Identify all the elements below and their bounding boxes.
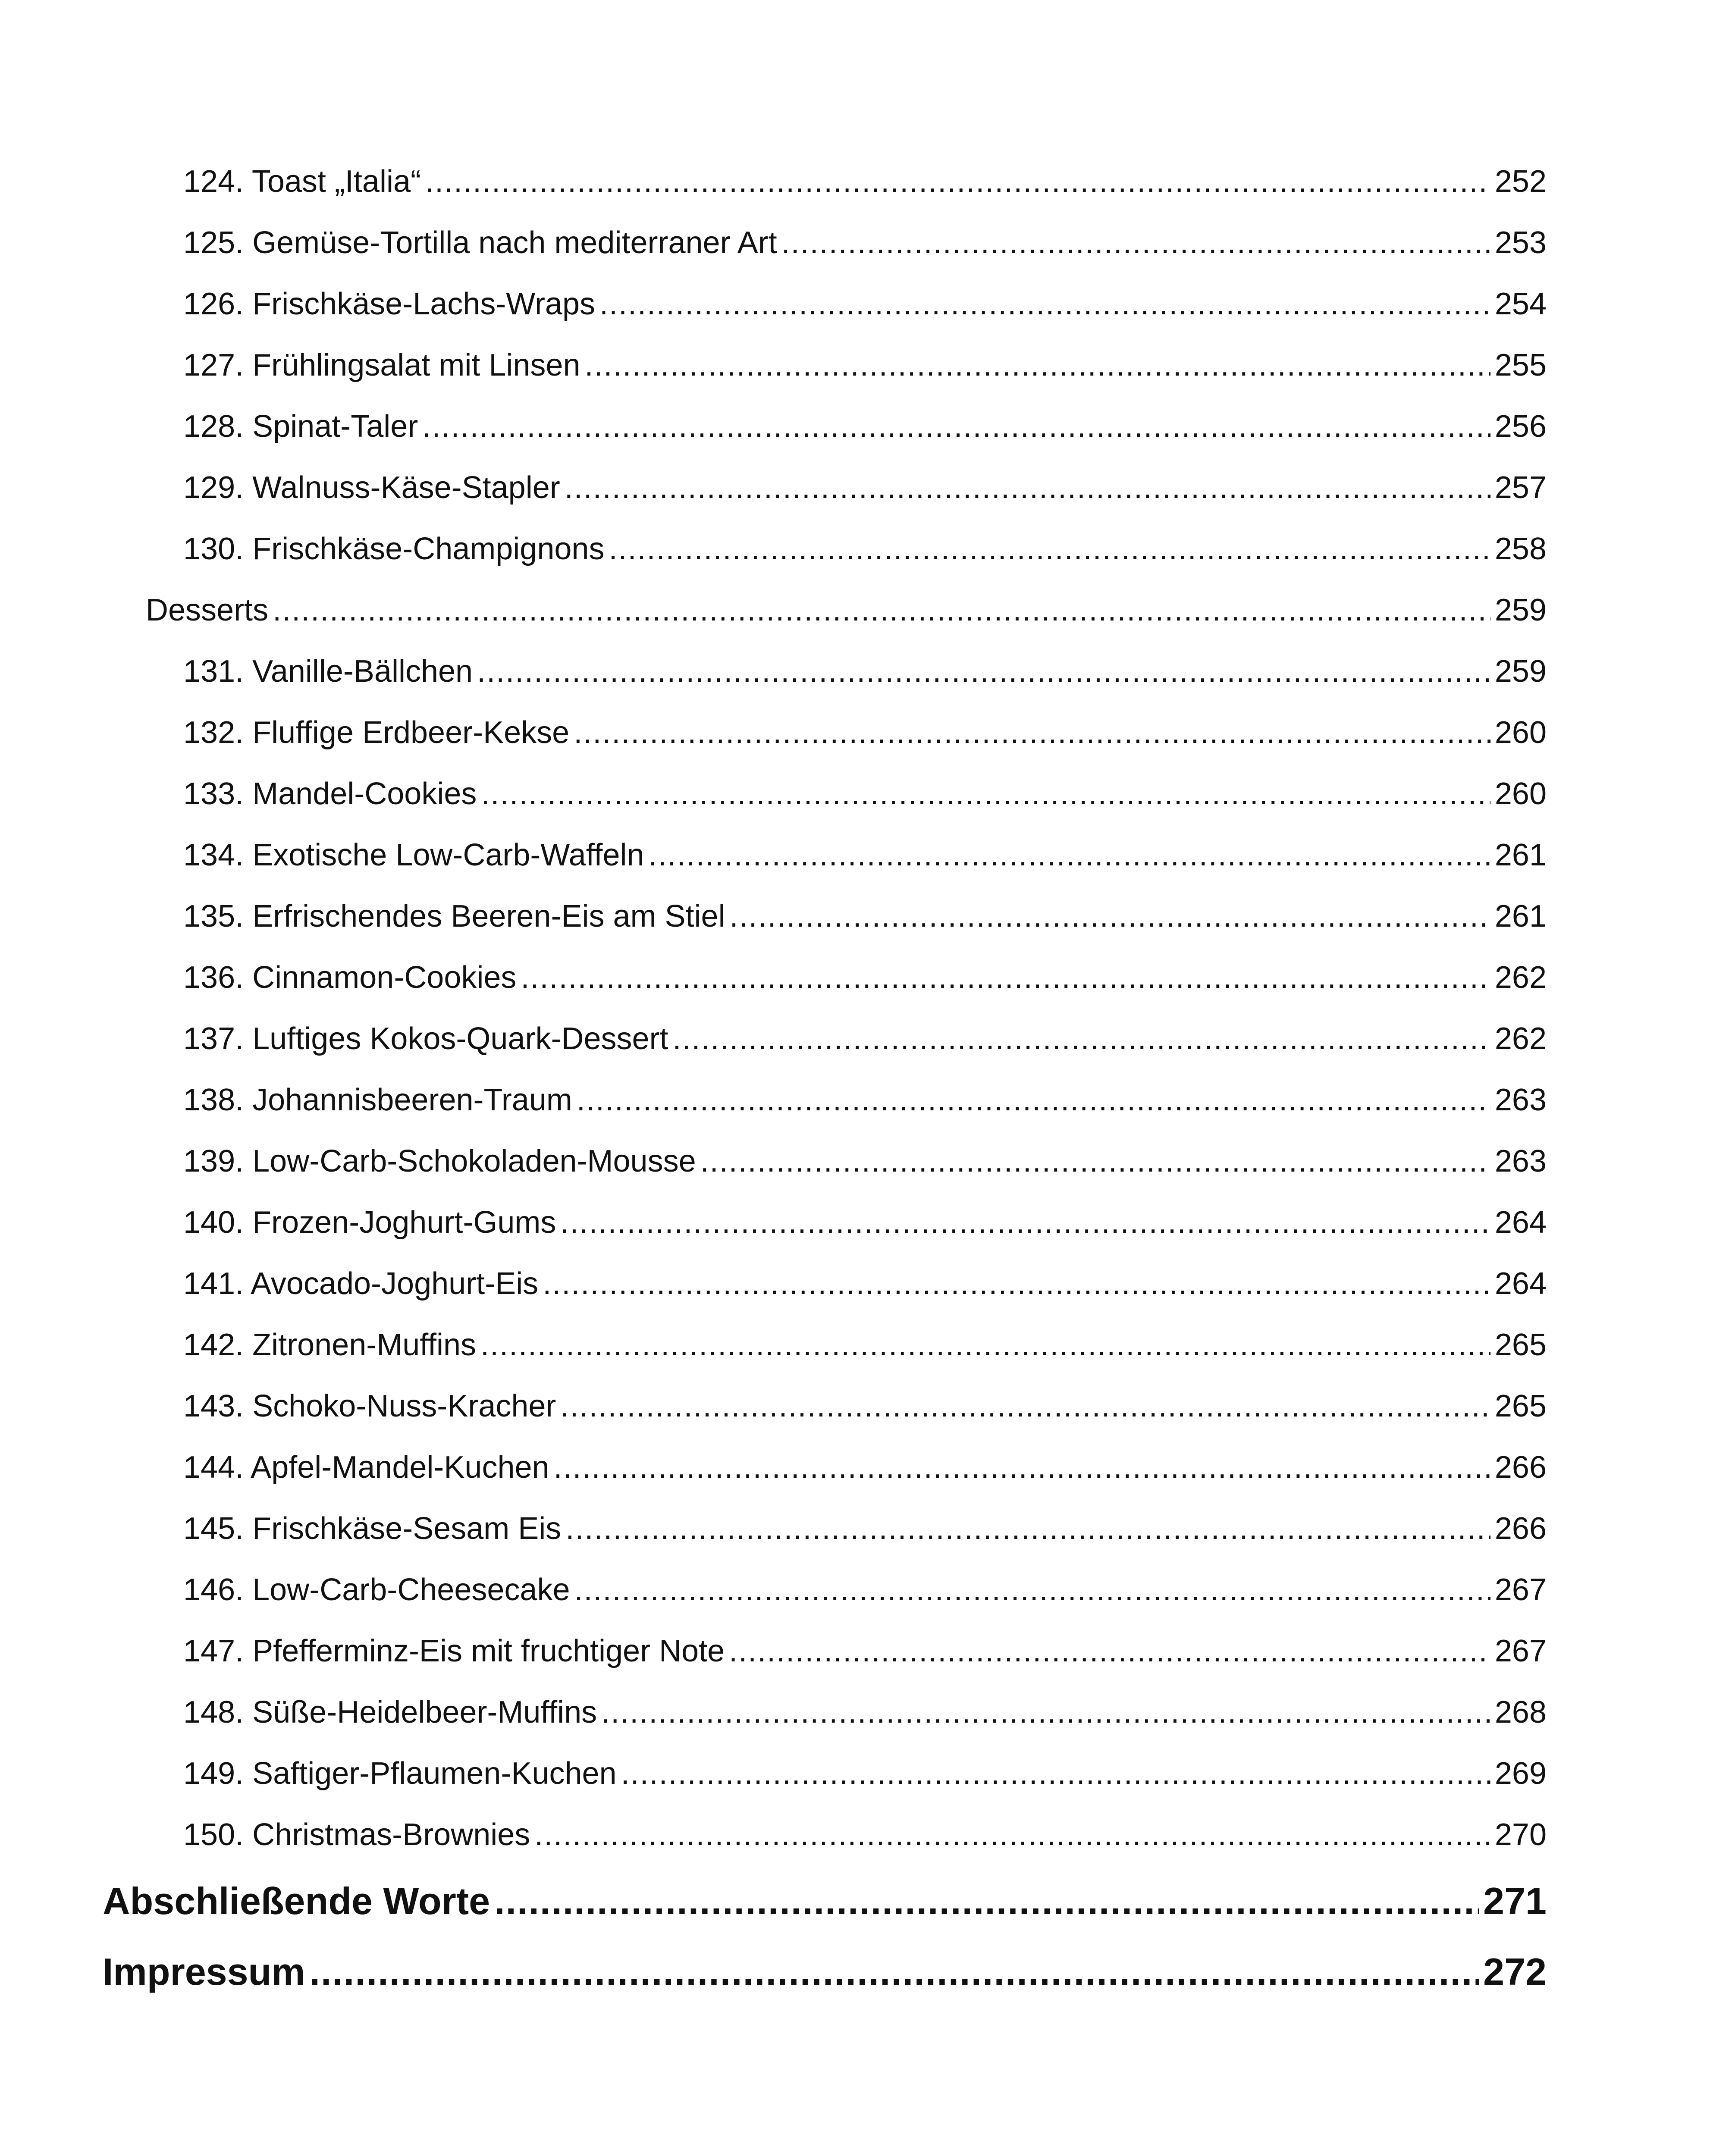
toc-entry-page: 258 bbox=[1494, 532, 1547, 566]
dot-leader bbox=[609, 518, 1490, 580]
toc-entry-page: 254 bbox=[1494, 287, 1547, 321]
dot-leader bbox=[574, 702, 1490, 763]
dot-leader bbox=[599, 273, 1490, 335]
toc-entry-title: 144. Apfel-Mandel-Kuchen bbox=[183, 1450, 549, 1485]
toc-entry-title: 130. Frischkäse-Champignons bbox=[183, 532, 605, 566]
toc-entry-129[interactable] bbox=[183, 457, 1547, 518]
toc-entry-page: 257 bbox=[1494, 470, 1547, 505]
toc-entry-139[interactable] bbox=[183, 1131, 1547, 1192]
dot-leader bbox=[310, 1937, 1479, 2007]
toc-entry-134[interactable] bbox=[183, 824, 1547, 886]
toc-entry-title: 133. Mandel-Cookies bbox=[183, 777, 477, 811]
toc-chapter-title: Impressum bbox=[103, 1950, 305, 1993]
dot-leader bbox=[425, 151, 1490, 212]
toc-entry-145[interactable] bbox=[183, 1498, 1547, 1559]
toc-entry-page: 264 bbox=[1494, 1266, 1547, 1301]
toc-entry-136[interactable] bbox=[183, 947, 1547, 1008]
toc-entry-page: 266 bbox=[1494, 1450, 1547, 1485]
toc-entry-127[interactable] bbox=[183, 335, 1547, 396]
toc-entry-page: 263 bbox=[1494, 1083, 1547, 1117]
dot-leader bbox=[700, 1131, 1490, 1192]
dot-leader bbox=[534, 1804, 1490, 1865]
dot-leader bbox=[481, 763, 1490, 824]
toc-entry-title: 142. Zitronen-Muffins bbox=[183, 1328, 477, 1362]
dot-leader bbox=[477, 641, 1490, 702]
toc-entry-title: 141. Avocado-Joghurt-Eis bbox=[183, 1266, 539, 1301]
toc-entry-135[interactable] bbox=[183, 886, 1547, 947]
toc-entry-title: 145. Frischkäse-Sesam Eis bbox=[183, 1511, 562, 1546]
toc-entry-128[interactable] bbox=[183, 396, 1547, 457]
toc-entry-page: 262 bbox=[1494, 1022, 1547, 1056]
dot-leader bbox=[730, 886, 1490, 947]
dot-leader bbox=[422, 396, 1490, 457]
toc-entry-132[interactable] bbox=[183, 702, 1547, 763]
dot-leader bbox=[577, 1069, 1490, 1131]
dot-leader bbox=[554, 1437, 1490, 1498]
toc-entry-page: 256 bbox=[1494, 409, 1547, 444]
toc-entry-146[interactable] bbox=[183, 1559, 1547, 1620]
toc-entry-page: 260 bbox=[1494, 777, 1547, 811]
toc-entry-143[interactable] bbox=[183, 1376, 1547, 1437]
dot-leader bbox=[729, 1620, 1490, 1682]
toc-entry-138[interactable] bbox=[183, 1069, 1547, 1131]
toc-entry-title: 124. Toast „Italia“ bbox=[183, 164, 421, 199]
toc-entry-page: 252 bbox=[1494, 164, 1547, 199]
dot-leader bbox=[560, 1192, 1490, 1253]
toc-entry-149[interactable] bbox=[183, 1743, 1547, 1804]
dot-leader bbox=[560, 1376, 1490, 1437]
toc-entry-148[interactable] bbox=[183, 1682, 1547, 1743]
toc-entry-page: 255 bbox=[1494, 348, 1547, 382]
toc-entry-137[interactable] bbox=[183, 1008, 1547, 1069]
toc-entry-125[interactable] bbox=[183, 212, 1547, 273]
toc-entry-page: 259 bbox=[1494, 654, 1547, 689]
toc-entry-title: 140. Frozen-Joghurt-Gums bbox=[183, 1205, 556, 1240]
toc-entry-title: 137. Luftiges Kokos-Quark-Dessert bbox=[183, 1022, 668, 1056]
toc-entry-page: 265 bbox=[1494, 1389, 1547, 1423]
dot-leader bbox=[673, 1008, 1490, 1069]
toc-entry-title: 128. Spinat-Taler bbox=[183, 409, 418, 444]
toc-entry-150[interactable] bbox=[183, 1804, 1547, 1865]
toc-entry-page: 261 bbox=[1494, 899, 1547, 934]
toc-entry-141[interactable] bbox=[183, 1253, 1547, 1314]
dot-leader bbox=[585, 335, 1490, 396]
dot-leader bbox=[574, 1559, 1490, 1620]
dot-leader bbox=[543, 1253, 1490, 1314]
toc-entry-title: 131. Vanille-Bällchen bbox=[183, 654, 473, 689]
toc-entry-142[interactable] bbox=[183, 1314, 1547, 1376]
toc-entry-page: 260 bbox=[1494, 715, 1547, 750]
toc-entry-page: 266 bbox=[1494, 1511, 1547, 1546]
toc-entry-title: 150. Christmas-Brownies bbox=[183, 1818, 530, 1852]
toc-entry-126[interactable] bbox=[183, 273, 1547, 335]
toc-section-title: Desserts bbox=[146, 593, 269, 627]
toc-entry-title: 125. Gemüse-Tortilla nach mediterraner Art bbox=[183, 226, 777, 260]
dot-leader bbox=[521, 947, 1490, 1008]
toc-entry-title: 139. Low-Carb-Schokoladen-Mousse bbox=[183, 1144, 696, 1178]
toc-entry-140[interactable] bbox=[183, 1192, 1547, 1253]
toc-entry-title: 148. Süße-Heidelbeer-Muffins bbox=[183, 1695, 597, 1730]
dot-leader bbox=[621, 1743, 1490, 1804]
toc-section-page: 259 bbox=[1494, 593, 1547, 627]
toc-entry-title: 143. Schoko-Nuss-Kracher bbox=[183, 1389, 556, 1423]
dot-leader bbox=[565, 1498, 1490, 1559]
toc-chapter-page: 272 bbox=[1483, 1950, 1547, 1993]
toc-entry-page: 264 bbox=[1494, 1205, 1547, 1240]
toc-entry-page: 265 bbox=[1494, 1328, 1547, 1362]
dot-leader bbox=[273, 580, 1490, 641]
toc-chapter-title: Abschließende Worte bbox=[103, 1880, 490, 1922]
toc-entry-147[interactable] bbox=[183, 1620, 1547, 1682]
toc-entry-page: 267 bbox=[1494, 1634, 1547, 1668]
toc-entry-131[interactable] bbox=[183, 641, 1547, 702]
toc-entry-page: 263 bbox=[1494, 1144, 1547, 1178]
toc-entry-title: 135. Erfrischendes Beeren-Eis am Stiel bbox=[183, 899, 725, 934]
toc-section-desserts[interactable] bbox=[146, 580, 1547, 641]
toc-entry-130[interactable] bbox=[183, 518, 1547, 580]
toc-entry-page: 267 bbox=[1494, 1573, 1547, 1607]
toc-entry-title: 132. Fluffige Erdbeer-Kekse bbox=[183, 715, 570, 750]
toc-entry-title: 134. Exotische Low-Carb-Waffeln bbox=[183, 838, 644, 872]
toc-entry-title: 136. Cinnamon-Cookies bbox=[183, 960, 517, 995]
toc-entry-page: 261 bbox=[1494, 838, 1547, 872]
toc-entry-page: 268 bbox=[1494, 1695, 1547, 1730]
toc-entry-title: 146. Low-Carb-Cheesecake bbox=[183, 1573, 570, 1607]
dot-leader bbox=[781, 212, 1490, 273]
dot-leader bbox=[565, 457, 1490, 518]
toc-entry-page: 253 bbox=[1494, 226, 1547, 260]
dot-leader bbox=[494, 1866, 1479, 1936]
toc-entry-title: 129. Walnuss-Käse-Stapler bbox=[183, 470, 560, 505]
toc-entry-page: 269 bbox=[1494, 1756, 1547, 1791]
toc-entry-page: 270 bbox=[1494, 1818, 1547, 1852]
toc-chapter-impressum[interactable] bbox=[103, 1937, 1547, 2007]
toc-entry-133[interactable] bbox=[183, 763, 1547, 824]
toc-entry-124[interactable] bbox=[183, 151, 1547, 212]
toc-entry-page: 262 bbox=[1494, 960, 1547, 995]
dot-leader bbox=[601, 1682, 1490, 1743]
toc-entry-title: 127. Frühlingsalat mit Linsen bbox=[183, 348, 580, 382]
dot-leader bbox=[480, 1314, 1490, 1376]
toc-entry-144[interactable] bbox=[183, 1437, 1547, 1498]
toc-chapter-page: 271 bbox=[1483, 1880, 1547, 1922]
toc-chapter-abschliessende-worte[interactable] bbox=[103, 1866, 1547, 1936]
toc-entry-title: 149. Saftiger-Pflaumen-Kuchen bbox=[183, 1756, 617, 1791]
dot-leader bbox=[649, 824, 1490, 886]
toc-entry-title: 126. Frischkäse-Lachs-Wraps bbox=[183, 287, 596, 321]
toc-entry-title: 138. Johannisbeeren-Traum bbox=[183, 1083, 572, 1117]
toc-entry-title: 147. Pfefferminz-Eis mit fruchtiger Note bbox=[183, 1634, 725, 1668]
